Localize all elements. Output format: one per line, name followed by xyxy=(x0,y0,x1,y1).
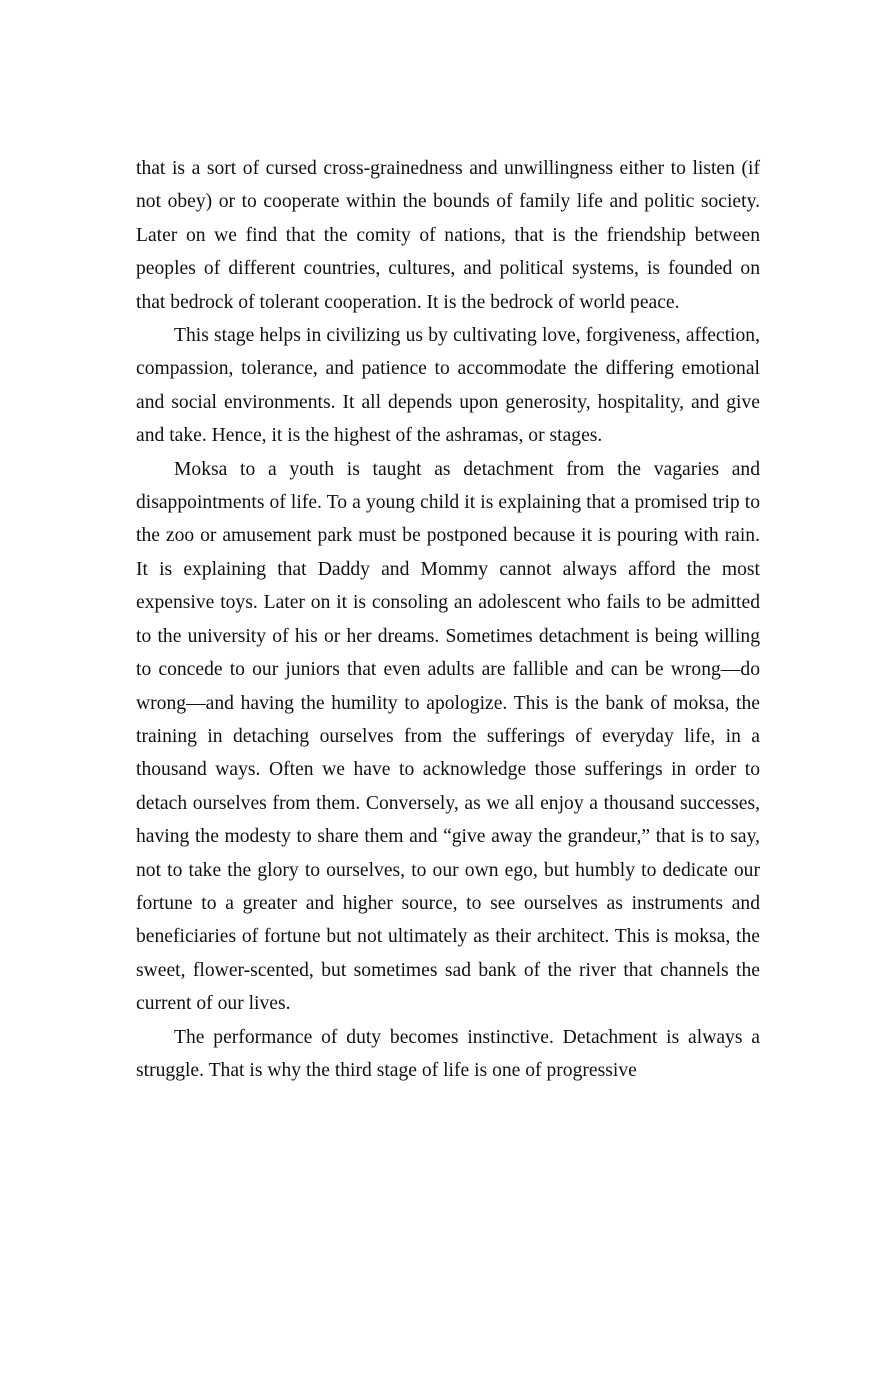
paragraph-continuation: that is a sort of cursed cross-grainedness and unwillingness either to listen (if not obey) or to cooperate within the bounds of family life and politic society. Later on we find that the comity of nations, that is the friendship between peoples of different countries, cultures, and political systems, is founded on that bedrock of tolerant cooperation. It is the bedrock of world peace. xyxy=(136,158,760,313)
paragraph-civilizing-stage: This stage helps in civilizing us by cultivating love, forgiveness, affection, compassion, tolerance, and patience to accommodate the differing emotional and social environments. It all depends upon generosity, hospitality, and give and take. Hence, it is the highest of the ashramas, or stages. xyxy=(136,325,760,447)
book-page xyxy=(136,152,760,1087)
paragraph-duty: The performance of duty becomes instinctive. Detachment is always a struggle. That is why the third stage of life is one of progressive xyxy=(136,1026,760,1081)
paragraph-moksa: Moksa to a youth is taught as detachment from the vagaries and disappointments of life. To a young child it is explaining that a promised trip to the zoo or amusement park must be postponed because it is pouring with rain. It is explaining that Daddy and Mommy cannot always afford the most expensive toys. Later on it is consoling an adolescent who fails to be admitted to the university of his or her dreams. Sometimes detachment is being willing to concede to our juniors that even adults are fallible and can be wrong—do wrong—and having the humility to apologize. This is the bank of moksa, the training in detaching ourselves from the sufferings of everyday life, in a thousand ways. Often we have to acknowledge those sufferings in order to detach ourselves from them. Conversely, as we all enjoy a thousand successes, having the modesty to share them and “give away the grandeur,” that is to say, not to take the glory to ourselves, to our own ego, but humbly to dedicate our fortune to a greater and higher source, to see ourselves as instruments and beneficiaries of fortune but not ultimately as their architect. This is moksa, the sweet, flower-scented, but sometimes sad bank of the river that channels the current of our lives. xyxy=(136,458,760,1015)
